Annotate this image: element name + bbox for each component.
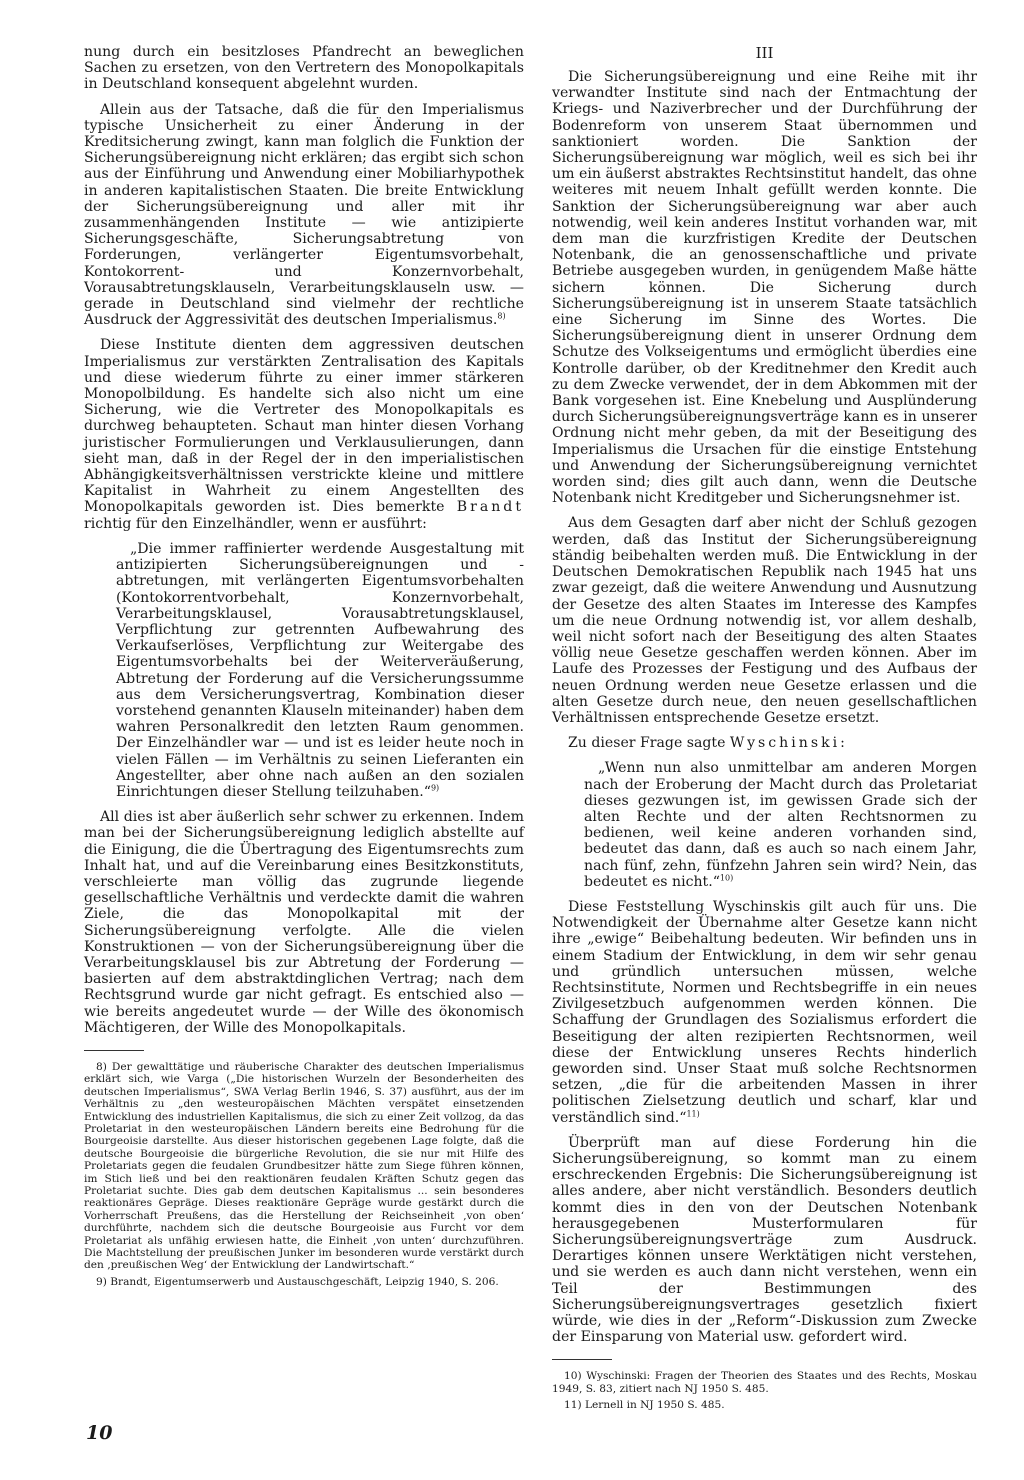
left-column: [84, 44, 524, 1292]
paragraph: Zu dieser Frage sagte Wyschinski:: [568, 735, 848, 752]
footnote-divider: [84, 1050, 144, 1051]
author-name: Brandt: [456, 499, 524, 516]
paragraph: Überprüft man auf diese Forderung hin die Sicherungsübereignung, so kommt man zu einem erschreckenden Ergebnis: Die Sicherungsübereignung ist alles andere, aber nicht verständlich. Besonders deutlich kommt dies in den von der Deutschen Notenbank herausgegebenen Musterformularen für Sicherungsübereignungsverträge zum Ausdruck. Derartiges können unsere Werktätigen nicht verstehen, und sie werden es auch dann nicht verstehen, wenn ein Teil der Bestimmungen des Sicherungsübereignungsvertrages gesetzlich fixiert würde, wie dies in der „Reform“-Diskussion zum Zwecke der Einsparung von Material usw. gefordert wird.: [552, 1134, 977, 1346]
section-heading: III: [755, 44, 774, 62]
paragraph: nung durch ein besitzloses Pfandrecht an beweglichen Sachen zu ersetzen, von den Vertretern des Monopolkapitals in Deutschland konsequent abgelehnt wurden.: [84, 44, 524, 93]
author-name: Wyschinski:: [729, 735, 848, 752]
paragraph: Allein aus der Tatsache, daß die für den Imperialismus typische Unsicherheit zu einer Änderung in der Kreditsicherung zwingt, kann man folglich die Funktion der Sicherungsübereignung nicht erklären; das ergibt sich schon aus der Einführung und Anwendung einer Mobiliarhypothek in anderen kapitalistischen Staaten. Die breite Entwicklung der Sicherungsübereignung und aller mit ihr zusammenhängenden Institute — wie antizipierte Sicherungsgeschäfte, Sicherungsabtretung von Forderungen, verlängerter Eigentumsvorbehalt, Kontokorrent- und Konzernvorbehalt, Vorausabtretungsklauseln, Verarbeitungsklauseln usw. — gerade in Deutschland sind vielmehr der rechtliche Ausdruck der Aggressivität des deutschen Imperialismus.$^{8)}$: [84, 101, 524, 329]
block-quote: „Wenn nun also unmittelbar am anderen Morgen nach der Eroberung der Macht durch das Proletariat dieses gezwungen ist, im gewissen Grade sich der alten Rechte und der alten Rechtsnormen zu bedienen, weil keine anderen vorhanden sind, bedeutet das dann, daß es auch so nach einem Jahr, nach fünf, zehn, fünfzehn Jahren sein wird? Nein, das bedeutet es nicht.“$^{10)}$: [584, 760, 977, 890]
footnote-divider: [552, 1359, 612, 1360]
footnote-ref: 10): [719, 873, 734, 883]
footnote: 11) Lernell in NJ 1950 S. 485.: [564, 1399, 725, 1412]
block-quote: „Die immer raffinierter werdende Ausgestaltung mit antizipierten Sicherungsübereignungen und -abtretungen, mit verlängerten Eigentumsvorbehalten (Kontokorrentvorbehalt, Konzernvorbehalt, Verarbeitungsklausel, Vorausabtretungsklausel, Verpflichtung zur getrennten Aufbewahrung des Verkaufserlöses, Verpflichtung zur Weitergabe des Eigentumsvorbehalts bei der Weiterveräußerung, Abtretung der Forderung auf die Versicherungssumme aus dem Versicherungsvertrag, Kombination dieser vorstehend genannten Klauseln miteinander) haben dem wahren Personalkredit den letzten Raum genommen. Der Einzelhändler war — und ist es leider heute noch in vielen Fällen — im Verhältnis zu seinen Lieferanten ein Angestellter, aber ohne nach außen an den sozialen Einrichtungen dieser Stellung teilzuhaben.“$^{9)}$: [116, 540, 524, 800]
paragraph: Die Sicherungsübereignung und eine Reihe mit ihr verwandter Institute sind nach der Entmachtung der Kriegs- und Naziverbrecher und der Durchführung der Bodenreform von unserem Staat übernommen und sanktioniert worden. Die Sanktion der Sicherungsübereignung war möglich, weil es sich bei ihr um ein äußerst abstraktes Rechtsinstitut handelt, das ohne weiteres mit neuem Inhalt gefüllt werden konnte. Die Sanktion der Sicherungsübereignung war aber auch notwendig, weil kein anderes Institut vorhanden war, mit dem man die kurzfristigen Kredite der Deutschen Notenbank, die an genossenschaftliche und private Betriebe ausgegeben wurden, in genügendem Maße hätte sichern können. Die Sicherung durch Sicherungsübereignung ist in unserem Staate tatsächlich eine Sicherung im Sinne des Wortes. Die Sicherungsübereignung dient in unserer Ordnung dem Schutze des Volkseigentums und ermöglicht überdies eine Kontrolle darüber, ob der Kreditnehmer den Kredit auch zu dem Zwecke verwendet, der in dem Abkommen mit der Bank vorgesehen ist. Eine Knebelung und Ausplünderung durch Sicherungsübereignungsverträge kann es in unserer Ordnung nicht mehr geben, da mit der Beseitigung des Imperialismus die Ursachen für die einstige Entstehung und Anwendung der Sicherungsübereignung vernichtet worden sind; dies gilt auch dann, wenn die Deutsche Notenbank nicht Kreditgeber und Sicherungsnehmer ist.: [552, 69, 977, 507]
footnote-ref: 9): [430, 783, 440, 793]
right-column: [552, 44, 977, 1416]
page-number: 10: [86, 1422, 113, 1444]
paragraph: Diese Feststellung Wyschinskis gilt auch für uns. Die Notwendigkeit der Übernahme alter Gesetze kann nicht ihre „ewige“ Beibehaltung bedeuten. Wir befinden uns in einem Stadium der Entwicklung, in dem wir sehr genau und gründlich untersuchen müssen, welche Rechtsinstitute, Normen und Rechtsbegriffe in ein neues Zivilgesetzbuch aufgenommen werden können. Die Schaffung der Grundlagen des Sozialismus erfordert die Beseitigung der alten rezipierten Rechtsnormen, weil diese der Entwicklung unseres Rechts hinderlich geworden sind. Unser Staat muß solche Rechtsnormen setzen, „die für die arbeitenden Massen in ihrer politischen Zielsetzung deutlich und scharf, klar und verständlich sind.“$^{11)}$: [552, 898, 977, 1126]
footnote-ref: 8): [497, 311, 506, 321]
footnote-ref: 11): [686, 1108, 700, 1118]
footnote: 10) Wyschinski: Fragen der Theorien des Staates und des Rechts, Moskau 1949, S. 83, zitiert nach NJ 1950 S. 485.: [552, 1370, 977, 1395]
footnote: 9) Brandt, Eigentumserwerb und Austauschgeschäft, Leipzig 1940, S. 206.: [96, 1275, 499, 1288]
paragraph: All dies ist aber äußerlich sehr schwer zu erkennen. Indem man bei der Sicherungsübereignung lediglich abstellte auf die Einigung, die die Übertragung des Eigentumsrechts zum Inhalt hat, und auf die Vereinbarung eines Besitzkonstituts, verschleierte man völlig das zugrunde liegende gesellschaftliche Verhältnis und verdeckte damit die wahren Ziele, die das Monopolkapital mit der Sicherungsübereignung verfolgte. Alle die vielen Konstruktionen — von der Sicherungsübereignung über die Verarbeitungsklausel bis zur Abtretung der Forderung — basierten auf dem abstraktdinglichen Vertrag; nach dem Rechtsgrund wurde gar nicht gefragt. Es entschied also — wie bereits angedeutet wurde — der Wille des ökonomisch Mächtigeren, der Wille des Monopolkapitals.: [84, 809, 524, 1036]
paragraph: Aus dem Gesagten darf aber nicht der Schluß gezogen werden, daß das Institut der Sicherungsübereignung ständig beibehalten werden muß. Die Entwicklung in der Deutschen Demokratischen Republik nach 1945 hat uns zwar gezeigt, daß die weitere Anwendung und Ausnutzung der Gesetze des alten Staates im Interesse des Kampfes um die neue Ordnung notwendig ist, vor allem deshalb, weil nicht sofort nach der Beseitigung des alten Staates völlig neue Gesetze geschaffen werden können. Aber im Laufe des Prozesses der Festigung und des Aufbaus der neuen Ordnung werden neue Gesetze erlassen und die alten Gesetze durch neue, den neuen gesellschaftlichen Verhältnissen entsprechende Gesetze ersetzt.: [552, 515, 977, 726]
paragraph: Diese Institute dienten dem aggressiven deutschen Imperialismus zur verstärkten Zentralisation des Kapitals und diese wiederum führte zu einer immer stärkeren Monopolbildung. Es handelte sich also nicht um eine Sicherung, wie die Vertreter des Monopolkapitals es durchweg behaupteten. Schaut man hinter diesen Vorhang juristischer Formulierungen und Verklausulierungen, dann sieht man, daß in der Regel der in den imperialistischen Abhängigkeitsverhältnissen verstrickte kleine und mittlere Kapitalist in Wahrheit zu einem Angestellten des Monopolkapitals geworden ist. Dies bemerkte Brandt richtig für den Einzelhändler, wenn er ausführt:: [84, 337, 524, 532]
footnote: 8) Der gewalttätige und räuberische Charakter des deutschen Imperialismus erklärt sich, wie Varga („Die historischen Wurzeln der Besonderheiten des deutschen Imperialismus“, SWA Verlag Berlin 1946, S. 37) ausführt, aus der im Verhältnis zu „den westeuropäischen Mächten verspätet einsetzenden Entwicklung des industriellen Kapitalismus, die sich zu einer Zeit vollzog, da das Proletariat in den westeuropäischen Ländern bereits eine Bedrohung für die Bourgeoisie darstellte. Aus dieser historischen gegebenen Lage folgte, daß die deutsche Bourgeoisie die bürgerliche Revolution, die sie nur mit Hilfe des Proletariats gegen die feudalen Grundbesitzer hätte zum Siege führen können, im Stich ließ und bei den reaktionären feudalen Kräften Schutz gegen das Proletariat suchte. Dies gab dem deutschen Kapitalismus ... sein besonderes reaktionäres Gepräge. Dieses reaktionäre Gepräge wurde gestärkt durch die Vorherrschaft Preußens, das die Herstellung der Reichseinheit ‚von oben‘ durchführte, nachdem sich die deutsche Bourgeoisie aus Furcht vor dem Proletariat als unfähig erwiesen hatte, die Einheit ‚von unten‘ durchzuführen. Die Machtstellung der preußischen Junker im besonderen wurde verstärkt durch den ‚preußischen Weg‘ der Entwicklung der Landwirtschaft.“: [84, 1060, 524, 1272]
